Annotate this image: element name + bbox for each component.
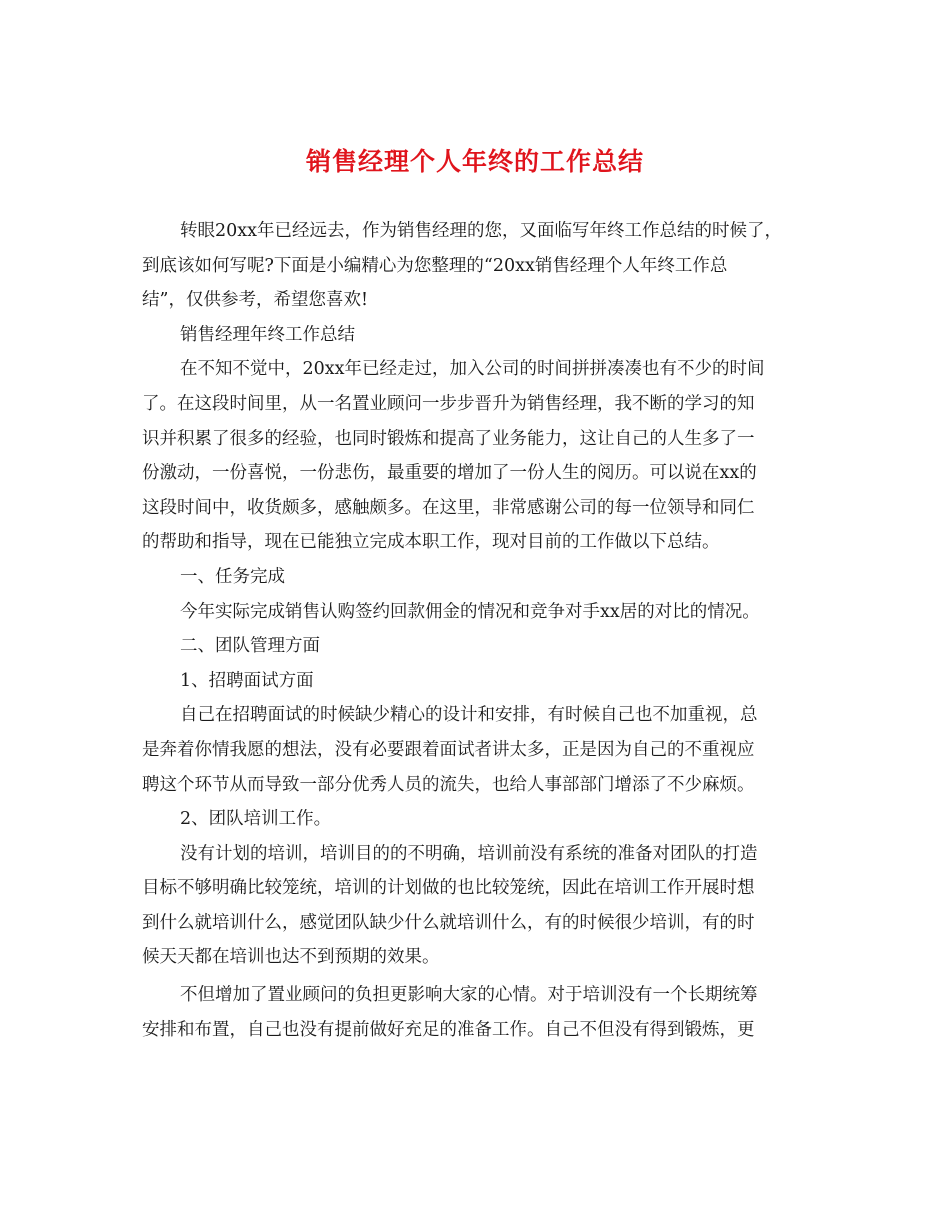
page-title: 销售经理个人年终的工作总结 xyxy=(305,147,644,176)
paragraph-line: 没有计划的培训，培训目的的不明确，培训前没有系统的准备对团队的打造 xyxy=(180,843,758,864)
paragraph-line: 候天天都在培训也达不到预期的效果。 xyxy=(142,947,440,968)
document-body xyxy=(142,214,822,1047)
paragraph-line: 的帮助和指导，现在已能独立完成本职工作，现对目前的工作做以下总结。 xyxy=(142,532,720,553)
section-heading: 二、团队管理方面 xyxy=(180,636,320,657)
paragraph-line: 识并积累了很多的经验，也同时锻炼和提高了业务能力，这让自己的人生多了一 xyxy=(142,428,755,449)
paragraph-line: 到底该如何写呢?下面是小编精心为您整理的“20xx销售经理个人年终工作总 xyxy=(142,255,728,276)
paragraph-line: 不但增加了置业顾问的负担更影响大家的心情。对于培训没有一个长期统筹 xyxy=(180,985,758,1006)
paragraph-line: 了。在这段时间里，从一名置业顾问一步步晋升为销售经理，我不断的学习的知 xyxy=(142,393,755,414)
paragraph-line: 自己在招聘面试的时候缺少精心的设计和安排，有时候自己也不加重视，总 xyxy=(180,705,758,726)
paragraph-line: 在不知不觉中，20xx年已经走过，加入公司的时间拼拼凑凑也有不少的时间 xyxy=(180,359,765,380)
section-heading: 销售经理年终工作总结 xyxy=(180,324,355,345)
paragraph-line: 聘这个环节从而导致一部分优秀人员的流失，也给人事部部门增添了不少麻烦。 xyxy=(142,774,755,795)
paragraph-line: 份激动，一份喜悦，一份悲伤，最重要的增加了一份人生的阅历。可以说在xx的 xyxy=(142,463,757,484)
paragraph-line: 安排和布置，自己也没有提前做好充足的准备工作。自己不但没有得到锻炼，更 xyxy=(142,1019,755,1040)
paragraph-line: 今年实际完成销售认购签约回款佣金的情况和竞争对手xx居的对比的情况。 xyxy=(180,601,760,622)
paragraph-line: 目标不够明确比较笼统，培训的计划做的也比较笼统，因此在培训工作开展时想 xyxy=(142,878,755,899)
subsection-heading: 2、团队培训工作。 xyxy=(180,809,332,830)
section-heading: 一、任务完成 xyxy=(180,566,285,587)
paragraph-line: 这段时间中，收货颇多，感触颇多。在这里，非常感谢公司的每一位领导和同仁 xyxy=(142,497,755,518)
subsection-heading: 1、招聘面试方面 xyxy=(180,670,314,691)
paragraph-line: 是奔着你情我愿的想法，没有必要跟着面试者讲太多，正是因为自己的不重视应 xyxy=(142,739,755,760)
paragraph-line: 到什么就培训什么，感觉团队缺少什么就培训什么，有的时候很少培训，有的时 xyxy=(142,912,755,933)
paragraph-line: 结”，仅供参考，希望您喜欢! xyxy=(142,290,368,311)
paragraph-line: 转眼20xx年已经远去，作为销售经理的您，又面临写年终工作总结的时候了， xyxy=(180,221,783,241)
